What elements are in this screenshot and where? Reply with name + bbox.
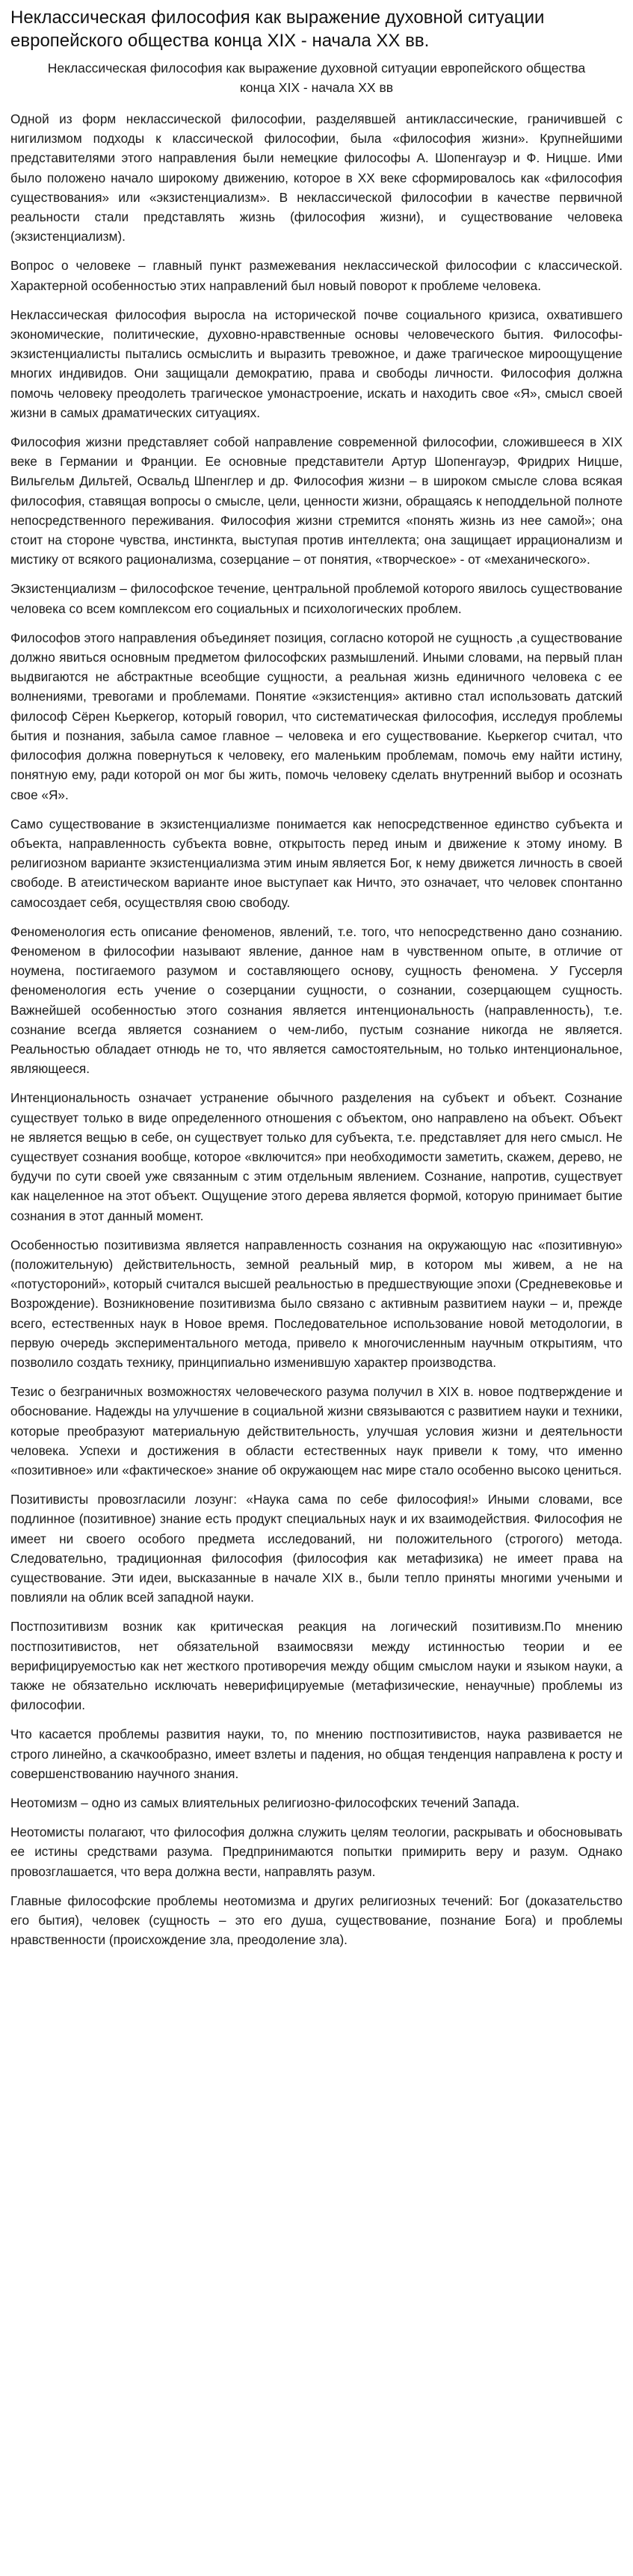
paragraph: Неклассическая философия выросла на исторической почве социального кризиса, охватившего экономические, политические, духовно-нравственные основы человеческого бытия. Философы-экзистенциалисты пытались осмыслить и выразить тревожное, и даже трагическое мироощущение многих индивидов. Они защищали демократию, права и свободы личности. Философия должна помочь человеку преодолеть трагическое умонастроение, искать и находить свое «Я», смысл своей жизни в самых драматических ситуациях.	[10, 307, 623, 420]
paragraph: Главные философские проблемы неотомизма и других религиозных течений: Бог (доказательство его бытия), человек (сущность – это его душа, существование, познание Бога) и проблемы нравственности (происхождение зла, преодоление зла).	[10, 1893, 623, 1948]
paragraph: Вопрос о человеке – главный пункт размежевания неклассической философии с классической. Характерной особенностью этих направлений был новый поворот к проблеме человека.	[10, 258, 623, 293]
paragraph: Особенностью позитивизма является направленность сознания на окружающую нас «позитивную» (положительную) действительность, земной реальный мир, в котором мы живем, а не на «потустороний», который считался высшей реальностью в предшествующие эпохи (Средневековье и Возрождение). Возникновение позитивизма было связано с активным развитием науки – и, прежде всего, естественных наук в Новое время. Последовательное использование новой методологии, в первую очередь экспериментального метода, привело к многочисленным научным открытиям, что позволило создать технику, принципиально изменившую характер производства.	[10, 1237, 623, 1370]
paragraph: Само существование в экзистенциализме понимается как непосредственное единство субъекта и объекта, направленность субъекта вовне, открытость перед иным и движение к этому иному. В религиозном варианте экзистенциализма этим иным является Бог, к нему движется личность в своей свободе. В атеистическом варианте иное выступает как Ничто, это означает, что человек спонтанно самосоздает себя, осуществляя свою свободу.	[10, 816, 623, 910]
paragraph: Постпозитивизм возник как критическая реакция на логический позитивизм.По мнению постпозитивистов, нет обязательной взаимосвязи между истинностью теории и ее верифицируемостью как нет жесткого противоречия между общим смыслом науки и языком науки, а также не обязательно исключать неверифицируемые (метафизические, ненаучные) проблемы из философии.	[10, 1619, 623, 1713]
paragraph: Неотомизм – одно из самых влиятельных религиозно-философских течений Запада.	[10, 1795, 520, 1811]
paragraph: Что касается проблемы развития науки, то, по мнению постпозитивистов, наука развивается не строго линейно, а скачкообразно, имеет взлеты и падения, но общая тенденция направлена к росту и совершенствованию научного знания.	[10, 1727, 623, 1781]
article-subtitle: Неклассическая философия как выражение духовной ситуации европейского общества конца XIX - начала XX вв	[47, 61, 586, 95]
paragraph: Одной из форм неклассической философии, разделявшей антиклассические, граничившей с нигилизмом подходы к классической философии, была «философия жизни». Крупнейшими представителями этого направления были немецкие философы А. Шопенгауэр и Ф. Ницше. Ими было положено начало широкому движению, которое в XX веке сформировалось как «философия существования» или «экзистенциализм». В неклассической философии в качестве первичной реальности стали представлять жизнь (философия жизни), и существование человека (экзистенциализм).	[10, 111, 623, 245]
paragraph: Экзистенциализм – философское течение, центральной проблемой которого явилось существование человека со всем комплексом его социальных и психологических проблем.	[10, 581, 623, 616]
paragraph: Неотомисты полагают, что философия должна служить целям теологии, раскрывать и обосновывать ее истины средствами разума. Предпринимаются попытки примирить веру и разум. Однако провозглашается, что вера должна вести, направлять разум.	[10, 1825, 623, 1879]
paragraph: Тезис о безграничных возможностях человеческого разума получил в XIX в. новое подтверждение и обоснование. Надежды на улучшение в социальной жизни связываются с развитием науки и техники, которые преобразуют материальную действительность, улучшая условия жизни и деятельности человека. Успехи и достижения в области естественных наук привели к тому, что именно «позитивное» или «фактическое» знание об окружающем нас мире стало особенно высоко цениться.	[10, 1384, 623, 1478]
paragraph: Феноменология есть описание феноменов, явлений, т.е. того, что непосредственно дано сознанию. Феноменом в философии называют явление, данное нам в чувственном опыте, в отличие от ноумена, постигаемого разумом и составляющего основу, сущность феномена. У Гуссерля феноменология есть учение о созерцании сущности, о сознании, созерцающем сущность. Важнейшей особенностью этого сознания является интенциональность (направленность), т.е. сознание всегда является сознанием о чем-либо, пустым сознание никогда не является. Реальностью обладает отнюдь не то, что является самостоятельным, но только интенциональное, являющееся.	[10, 923, 623, 1077]
paragraph: Интенциональность означает устранение обычного разделения на субъект и объект. Сознание существует только в виде определенного отношения с объектом, оно направлено на объект. Объект не является вещью в себе, он существует только для субъекта, т.е. представляет для него смысл. Не существует сознания вообще, которое «включится» при необходимости заметить, скажем, дерево, не будучи по сути своей уже связанным с этим отдельным явлением. Сознание, напротив, существует как нацеленное на этот объект. Ощущение этого дерева является формой, которую принимает бытие сознания в этот данный момент.	[10, 1090, 623, 1223]
paragraph: Философов этого направления объединяет позиция, согласно которой не сущность ,а существование должно явиться основным предметом философских размышлений. Иными словами, на первый план выдвигаются не абстрактные всеобщие сущности, а реальная жизнь единичного человека с ее волнениями, тревогами и проблемами. Понятие «экзистенция» активно стал использовать датский философ Сёрен Кьеркегор, который говорил, что систематическая философия, исследуя проблемы бытия и познания, забыла самое главное – человека и его существование. Кьеркегор считал, что философия должна повернуться к человеку, его маленьким проблемам, помочь ему найти истину, понятную ему, ради которой он мог бы жить, помочь человеку сделать внутренний выбор и осознать свое «Я».	[10, 630, 623, 802]
paragraph: Позитивисты провозгласили лозунг: «Наука сама по себе философия!» Иными словами, все подлинное (позитивное) знание есть продукт специальных наук и их взаимодействия. Философия не имеет ни своего особого предмета исследований, ни положительного (строгого) метода. Следовательно, традиционная философия (философия как метафизика) не имеет права на существование. Эти идеи, высказанные в начале XIX в., были тепло приняты многими учеными и повлияли на облик всей западной науки.	[10, 1492, 623, 1605]
page-title: Неклассическая философия как выражение духовной ситуации европейского общества конца XIX - начала XX вв.	[10, 7, 545, 51]
article-body	[10, 109, 623, 1949]
paragraph: Философия жизни представляет собой направление современной философии, сложившееся в XIX веке в Германии и Франции. Ее основные представители Артур Шопенгауэр, Фридрих Ницше, Вильгельм Дильтей, Освальд Шпенглер и др. Философия жизни – в широком смысле слова всякая философия, ставящая вопросы о смысле, цели, ценности жизни, обращаясь к неподдельной полноте непосредственного переживания. Философия жизни стремится «понять жизнь из нее самой»; она стоит на стороне чувства, инстинкта, выступая против интеллекта; она защищает иррационализм и мистику от всякого рационализма, созерцание – от понятия, «творческое» - от «механического».	[10, 434, 623, 568]
